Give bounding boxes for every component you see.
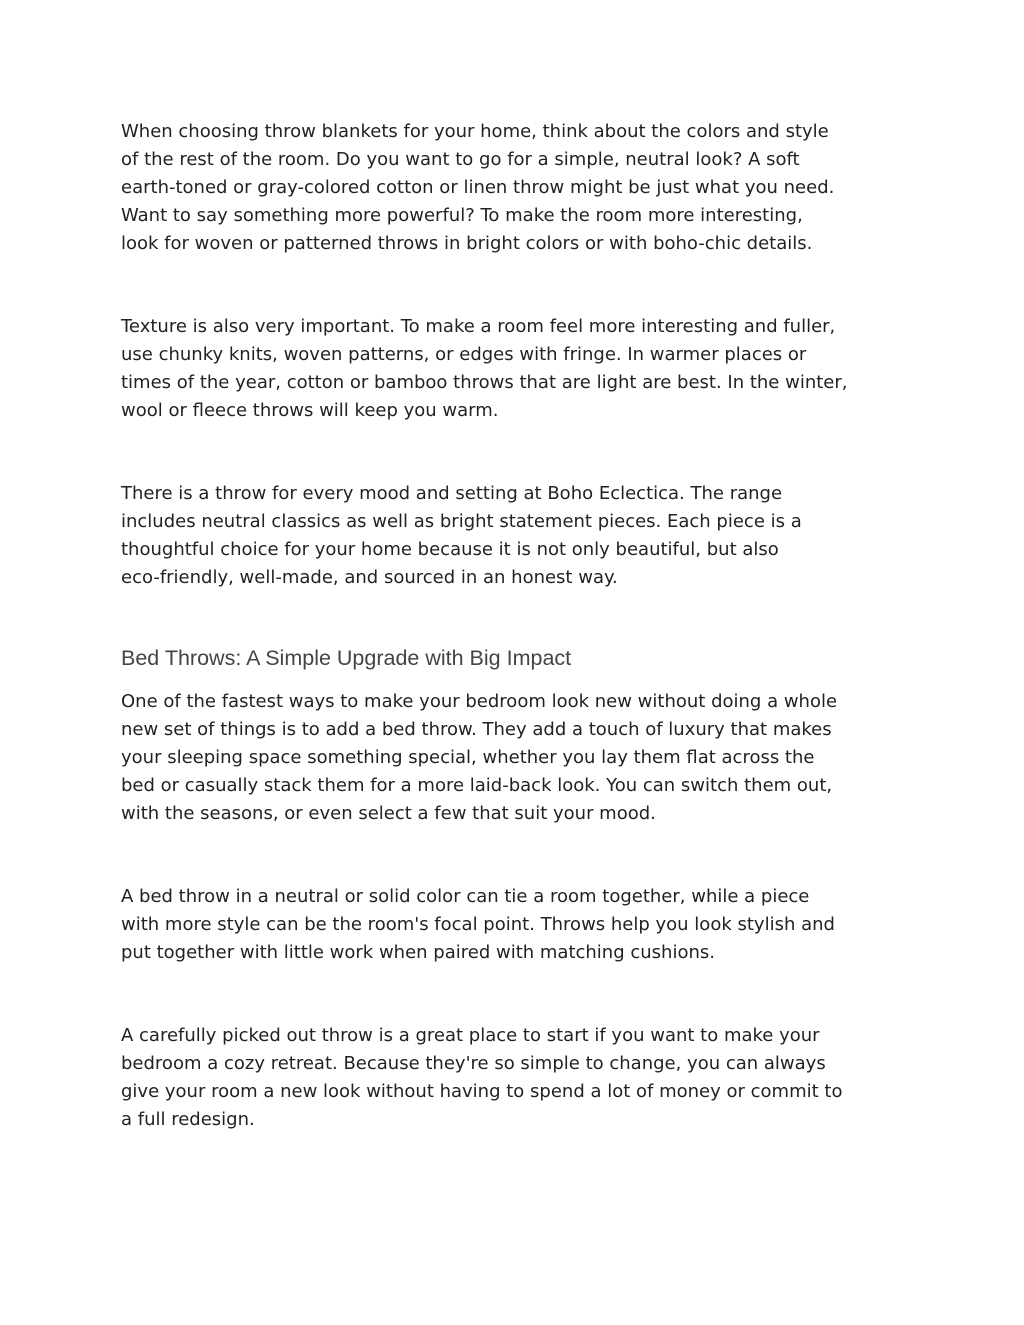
paragraph-bed-throw-upgrade: One of the fastest ways to make your bedroom look new without doing a whole new set of things is to add a bed throw. They add a touch of luxury that makes your sleeping space something special, whether you lay them flat across the bed or casually stack them for a more laid-back look. You can switch them out, with the seasons, or even select a few that suit your mood. [121, 691, 838, 824]
paragraph-boho-eclectica: There is a throw for every mood and setting at Boho Eclectica. The range includes neutral classics as well as bright statement pieces. Each piece is a thoughtful choice for your home because it is not only beautiful, but also eco-friendly, well-made, and sourced in an honest way. [121, 483, 802, 588]
paragraph-colors-and-style: When choosing throw blankets for your home, think about the colors and style of the rest of the room. Do you want to go for a simple, neutral look? A soft earth-toned or gray-colored cotton or linen throw might be just what you need. Want to say something more powerful? To make the room more interesting, look for woven or patterned throws in bright colors or with boho-chic details. [121, 121, 835, 254]
document-page [121, 118, 911, 1134]
paragraph-texture: Texture is also very important. To make a room feel more interesting and fuller, use chunky knits, woven patterns, or edges with fringe. In warmer places or times of the year, cotton or bamboo throws that are light are best. In the winter, wool or fleece throws will keep you warm. [121, 316, 848, 421]
paragraph-cozy-retreat: A carefully picked out throw is a great place to start if you want to make your bedroom a cozy retreat. Because they're so simple to change, you can always give your room a new look without having to spend a lot of money or commit to a full redesign. [121, 1025, 843, 1130]
section-heading: Bed Throws: A Simple Upgrade with Big Impact [121, 646, 572, 670]
paragraph-neutral-bed-throw: A bed throw in a neutral or solid color can tie a room together, while a piece with more style can be the room's focal point. Throws help you look stylish and put together with little work when paired with matching cushions. [121, 886, 835, 963]
